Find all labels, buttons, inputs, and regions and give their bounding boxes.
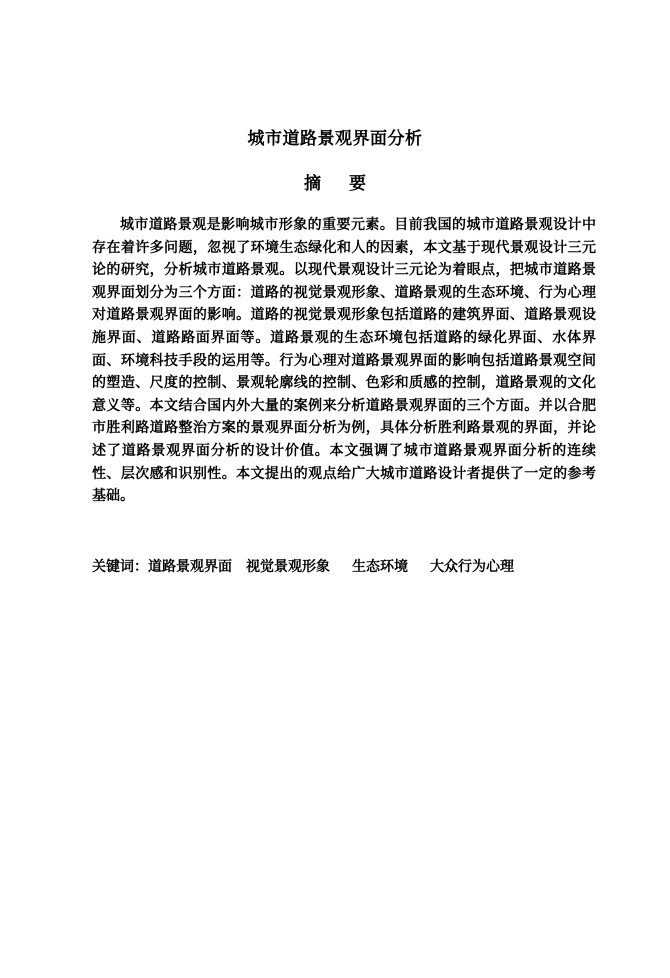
keywords-line xyxy=(92,556,514,578)
abstract-heading-char-1: 摘 xyxy=(304,174,321,194)
keywords-label: 关键词： xyxy=(92,559,148,575)
abstract-heading xyxy=(0,173,670,195)
keyword-item: 大众行为心理 xyxy=(430,559,514,575)
keyword-item: 道路景观界面 xyxy=(148,559,232,575)
abstract-heading-char-2: 要 xyxy=(349,174,366,194)
keyword-item: 生态环境 xyxy=(352,559,408,575)
abstract-paragraph: 城市道路景观是影响城市形象的重要元素。目前我国的城市道路景观设计中存在着许多问题，忽视了环境生态绿化和人的因素，本文基于现代景观设计三元论的研究，分析城市道路景观。以现代景观设计三元论为着眼点，把城市道路景观界面划分为三个方面：道路的视觉景观形象、道路景观的生态环境、行为心理对道路景观界面的影响。道路的视觉景观形象包括道路的建筑界面、道路景观设施界面、道路路面界面等。道路景观的生态环境包括道路的绿化界面、水体界面、环境科技手段的运用等。行为心理对道路景观界面的影响包括道路景观空间的塑造、尺度的控制、景观轮廓线的控制、色彩和质感的控制，道路景观的文化意义等。本文结合国内外大量的案例来分析道路景观界面的三个方面。并以合肥市胜利路道路整治方案的景观界面分析为例，具体分析胜利路景观的界面，并论述了道路景观界面分析的设计价值。本文强调了城市道路景观界面分析的连续性、层次感和识别性。本文提出的观点给广大城市道路设计者提供了一定的参考基础。 xyxy=(92,217,596,505)
document-title: 城市道路景观界面分析 xyxy=(247,129,423,149)
keyword-item: 视觉景观形象 xyxy=(246,559,330,575)
